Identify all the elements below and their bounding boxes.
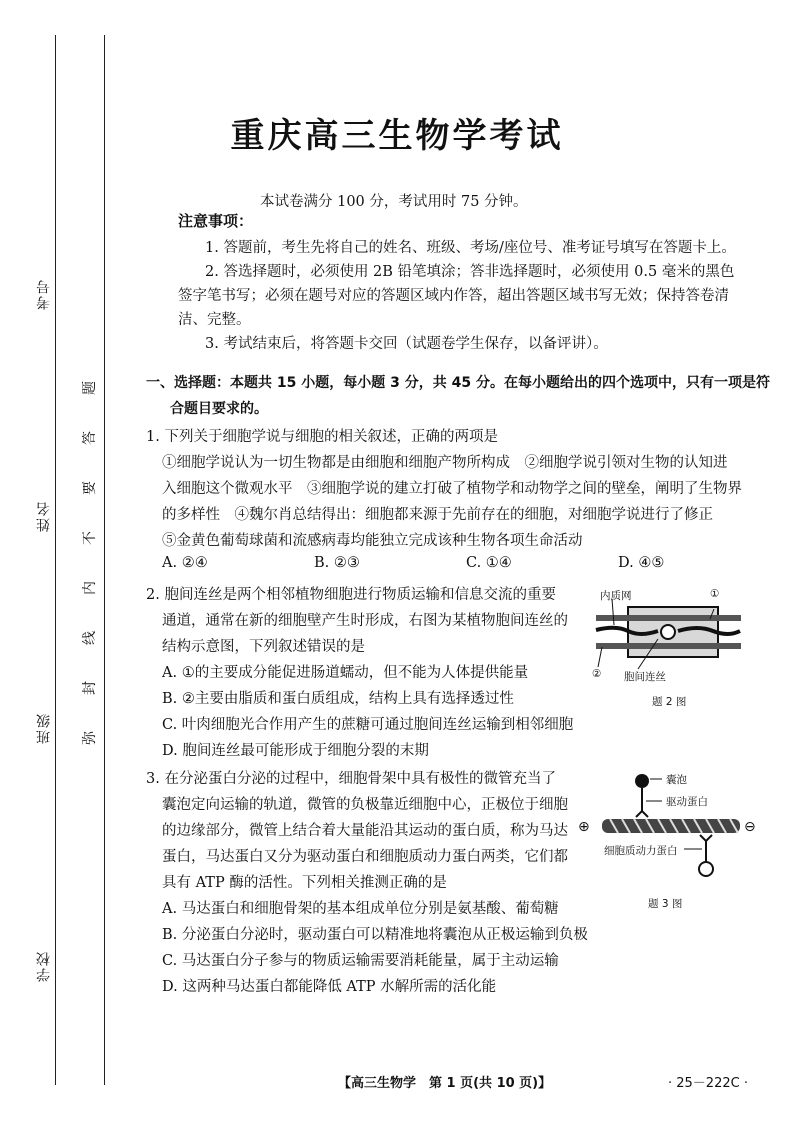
q3-option-d: D. 这两种马达蛋白都能降低 ATP 水解所需的活化能 [162,979,497,995]
q2-option-d: D. 胞间连丝最可能形成于细胞分裂的末期 [162,743,429,759]
desmotubule [661,625,675,639]
label-kaohao: 考号 [36,278,52,310]
q3-stem: 3. 在分泌蛋白分泌的过程中，细胞骨架中具有极性的微管充当了 [146,771,556,787]
q3-option-b: B. 分泌蛋白分泌时，驱动蛋白可以精准地将囊泡从正极运输到负极 [162,927,588,943]
section-heading-cont: 合题目要求的。 [170,401,268,417]
membrane-upper [596,615,741,621]
seal-char-6: 线 [82,631,98,645]
q2-option-a: A. ①的主要成分能促进肠道蠕动，但不能为人体提供能量 [162,665,529,681]
notice-line-1: 1. 答题前，考生先将自己的姓名、班级、考场/座位号、准考证号填写在答题卡上。 [205,240,736,256]
label-minus: ⊖ [744,819,756,835]
label-er: 内质网 [600,590,632,602]
q1-line-2: ①细胞学说认为一切生物都是由细胞和细胞产物所构成 ②细胞学说引领对生物的认知进 [162,455,728,471]
seal-char-8: 弥 [82,731,98,745]
q1-option-b: B. ②③ [314,555,360,571]
label-banji: 班级 [36,712,52,744]
q2-line-3: 结构示意图，下列叙述错误的是 [162,639,365,655]
q3-line-2: 囊泡定向运输的轨道，微管的负极靠近细胞中心，正极位于细胞 [162,797,568,813]
notice-line-4: 洁、完整。 [178,312,251,328]
q3-option-a: A. 马达蛋白和细胞骨架的基本组成单位分别是氨基酸、葡萄糖 [162,901,559,917]
figure-3-caption: 题 3 图 [648,898,683,910]
q3-line-5: 具有 ATP 酶的活性。下列相关推测正确的是 [162,875,447,891]
q2-option-c: C. 叶肉细胞光合作用产生的蔗糖可通过胞间连丝运输到相邻细胞 [162,717,574,733]
leader-num2 [598,647,602,667]
label-vesicle: 囊泡 [666,774,687,786]
notice-line-2: 2. 答选择题时，必须使用 2B 铅笔填涂；答非选择题时，必须使用 0.5 毫米的黑色 [205,264,735,280]
label-xingming: 姓名 [36,500,52,532]
figure-2-caption: 题 2 图 [652,696,687,708]
vesicle-icon [635,774,649,788]
seal-char-1: 题 [82,381,98,395]
q1-line-4: 的多样性 ④魏尔肖总结得出：细胞都来源于先前存在的细胞，对细胞学说进行了修正 [162,507,713,523]
label-num2: ② [592,668,602,680]
label-xuexiao: 学校 [36,950,52,982]
kinesin-feet [636,811,648,817]
seal-char-4: 不 [82,531,98,545]
q1-option-a: A. ②④ [162,555,208,571]
q1-stem: 1. 下列关于细胞学说与细胞的相关叙述，正确的两项是 [146,429,498,445]
q3-line-3: 的边缘部分，微管上结合着大量能沿其运动的蛋白质，称为马达 [162,823,568,839]
margin-line-seal [104,35,105,1085]
section-heading: 一、选择题：本题共 15 小题，每小题 3 分，共 45 分。在每小题给出的四个选项中，只有一项是符 [146,375,770,391]
label-num1: ① [710,588,720,600]
label-dynein: 细胞质动力蛋白 [604,845,678,857]
q2-line-2: 通道，通常在新的细胞壁产生时形成，右图为某植物胞间连丝的 [162,613,568,629]
footer-code: · 25－222C · [668,1076,748,1091]
q3-line-4: 蛋白，马达蛋白又分为驱动蛋白和细胞质动力蛋白两类，它们都 [162,849,568,865]
seal-char-2: 答 [82,431,98,445]
q1-option-c: C. ①④ [466,555,512,571]
notice-line-3: 签字笔书写；必须在题号对应的答题区域内作答，超出答题区域书写无效；保持答卷清 [178,288,729,304]
q2-option-b: B. ②主要由脂质和蛋白质组成，结构上具有选择透过性 [162,691,514,707]
vesicle-dynein-icon [699,862,713,876]
notice-heading: 注意事项： [178,212,254,230]
seal-char-5: 内 [82,581,98,595]
footer-page-info: 【高三生物学 第 1 页(共 10 页)】 [338,1076,552,1091]
margin-line-left [55,35,56,1085]
q1-line-5: ⑤金黄色葡萄球菌和流感病毒均能独立完成该种生物各项生命活动 [162,533,583,549]
seal-char-7: 封 [82,681,98,695]
label-pd: 胞间连丝 [624,671,666,683]
q1-line-3: 入细胞这个微观水平 ③细胞学说的建立打破了植物学和动物学之间的壁垒，阐明了生物界 [162,481,742,497]
seal-char-3: 要 [82,481,98,495]
membrane-lower [596,643,741,649]
label-plus: ⊕ [578,819,590,835]
q1-option-d: D. ④⑤ [618,555,665,571]
subtitle: 本试卷满分 100 分，考试用时 75 分钟。 [260,194,528,210]
q2-stem: 2. 胞间连丝是两个相邻植物细胞进行物质运输和信息交流的重要 [146,587,556,603]
page-title: 重庆高三生物学考试 [230,116,564,156]
notice-line-5: 3. 考试结束后，将答题卡交回（试题卷学生保存，以备评讲）。 [205,336,608,352]
dynein-feet [700,835,712,841]
q3-option-c: C. 马达蛋白分子参与的物质运输需要消耗能量，属于主动运输 [162,953,559,969]
label-kinesin: 驱动蛋白 [666,796,708,808]
